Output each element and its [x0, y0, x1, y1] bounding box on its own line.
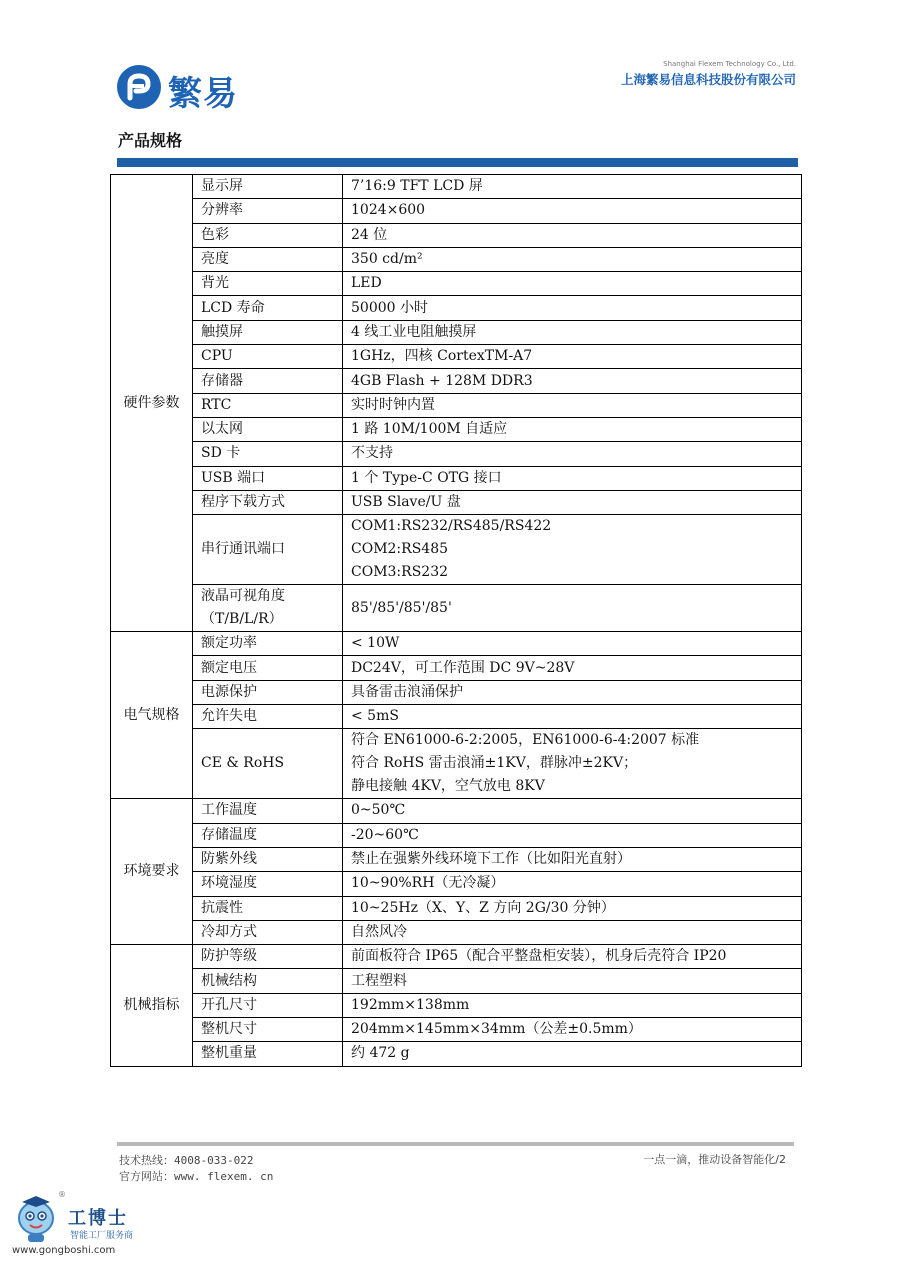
row-value: 1 路 10M/100M 自适应 [343, 417, 802, 441]
row-value-multiline [343, 515, 802, 585]
row-value: 10~90%RH（无冷凝） [343, 872, 802, 896]
row-value: USB Slave/U 盘 [343, 490, 802, 514]
row-label: 额定功率 [193, 632, 343, 656]
row-label: 整机重量 [193, 1042, 343, 1066]
table-row [111, 993, 802, 1017]
row-value: 工程塑料 [343, 969, 802, 993]
table-row [111, 345, 802, 369]
table-row [111, 656, 802, 680]
row-value: -20~60℃ [343, 823, 802, 847]
row-label: SD 卡 [193, 442, 343, 466]
value-line: 静电接触 4KV，空气放电 8KV [351, 778, 545, 795]
row-value: 前面板符合 IP65（配合平整盘柜安装），机身后壳符合 IP20 [343, 945, 802, 969]
table-row [111, 320, 802, 344]
table-row [111, 466, 802, 490]
row-label: 触摸屏 [193, 320, 343, 344]
flexem-logo [116, 64, 246, 112]
footer-slogan: 一点一滴，推动设备智能化/2 [643, 1153, 786, 1166]
table-row [111, 920, 802, 944]
row-label: 机械结构 [193, 969, 343, 993]
spec-table [110, 174, 802, 1067]
row-label: 背光 [193, 272, 343, 296]
row-value: 1 个 Type-C OTG 接口 [343, 466, 802, 490]
label-line: 液晶可视角度 [201, 588, 285, 605]
row-value: < 5mS [343, 705, 802, 729]
page-header [0, 0, 900, 120]
row-label: 防紫外线 [193, 847, 343, 871]
row-value: 禁止在强紫外线环境下工作（比如阳光直射） [343, 847, 802, 871]
row-label: 额定电压 [193, 656, 343, 680]
logo-text: 繁易 [168, 74, 238, 114]
row-label: LCD 寿命 [193, 296, 343, 320]
row-value: 1024×600 [343, 199, 802, 223]
row-label: USB 端口 [193, 466, 343, 490]
value-line: COM1:RS232/RS485/RS422 [351, 518, 552, 535]
row-value: 4 线工业电阻触摸屏 [343, 320, 802, 344]
watermark-brand: 工博士 [68, 1208, 128, 1229]
row-label: 程序下载方式 [193, 490, 343, 514]
row-value: DC24V，可工作范围 DC 9V~28V [343, 656, 802, 680]
table-row [111, 632, 802, 656]
row-label: 整机尺寸 [193, 1018, 343, 1042]
category-hardware: 硬件参数 [111, 175, 193, 632]
row-value: 约 472 g [343, 1042, 802, 1066]
row-label: 工作温度 [193, 799, 343, 823]
table-row [111, 442, 802, 466]
table-row [111, 799, 802, 823]
flexem-logo-icon [116, 64, 162, 110]
table-row [111, 417, 802, 441]
watermark-subtitle: 智能工厂服务商 [70, 1231, 134, 1241]
label-line: （T/B/L/R） [201, 611, 283, 628]
row-label-multiline [193, 585, 343, 632]
registered-mark: ® [58, 1190, 66, 1199]
table-row [111, 247, 802, 271]
table-row [111, 823, 802, 847]
table-row [111, 729, 802, 799]
row-value: LED [343, 272, 802, 296]
row-label: RTC [193, 393, 343, 417]
table-row [111, 296, 802, 320]
row-value: 85'/85'/85'/85' [343, 585, 802, 632]
value-line: COM2:RS485 [351, 541, 449, 558]
row-label: 冷却方式 [193, 920, 343, 944]
row-value: 不支持 [343, 442, 802, 466]
value-line: 符合 RoHS 雷击浪涌±1KV，群脉冲±2KV； [351, 755, 638, 772]
row-label: 色彩 [193, 223, 343, 247]
row-label: 允许失电 [193, 705, 343, 729]
table-row [111, 896, 802, 920]
row-value: 350 cd/m² [343, 247, 802, 271]
company-name-cn: 上海繁易信息科技股份有限公司 [620, 72, 796, 87]
table-row [111, 872, 802, 896]
table-row [111, 223, 802, 247]
row-label: 存储器 [193, 369, 343, 393]
row-label: 亮度 [193, 247, 343, 271]
category-electrical: 电气规格 [111, 632, 193, 799]
mascot-icon [12, 1194, 64, 1246]
row-value: 0~50℃ [343, 799, 802, 823]
footer-website: 官方网站：www. flexem. cn [119, 1170, 274, 1183]
footer-hotline: 技术热线：4008-033-022 [119, 1154, 254, 1167]
category-mechanical: 机械指标 [111, 945, 193, 1066]
table-row [111, 847, 802, 871]
title-divider [117, 158, 798, 167]
table-row [111, 585, 802, 632]
table-row [111, 1042, 802, 1066]
row-value: 自然风冷 [343, 920, 802, 944]
row-label: 环境湿度 [193, 872, 343, 896]
row-value: 10~25Hz（X、Y、Z 方向 2G/30 分钟） [343, 896, 802, 920]
row-value: 1GHz，四核 CortexTM-A7 [343, 345, 802, 369]
row-label: CPU [193, 345, 343, 369]
footer-contact [119, 1153, 273, 1185]
row-label: 防护等级 [193, 945, 343, 969]
row-value: 具备雷击浪涌保护 [343, 680, 802, 704]
value-line: COM3:RS232 [351, 564, 449, 581]
row-label: 电源保护 [193, 680, 343, 704]
watermark [8, 1190, 158, 1262]
table-row [111, 969, 802, 993]
value-line: 符合 EN61000-6-2:2005，EN61000-6-4:2007 标准 [351, 732, 700, 749]
row-label: 存储温度 [193, 823, 343, 847]
table-row [111, 490, 802, 514]
company-name-en: Shanghai Flexem Technology Co., Ltd. [663, 60, 796, 68]
category-environment: 环境要求 [111, 799, 193, 945]
row-value: 实时时钟内置 [343, 393, 802, 417]
row-value: 192mm×138mm [343, 993, 802, 1017]
table-row [111, 945, 802, 969]
row-value: 4GB Flash + 128M DDR3 [343, 369, 802, 393]
row-label: 串行通讯端口 [193, 515, 343, 585]
row-label: 开孔尺寸 [193, 993, 343, 1017]
table-row [111, 369, 802, 393]
table-row [111, 515, 802, 585]
table-row [111, 272, 802, 296]
table-row [111, 175, 802, 199]
row-label: CE & RoHS [193, 729, 343, 799]
row-label: 显示屏 [193, 175, 343, 199]
row-value-multiline [343, 729, 802, 799]
table-row [111, 199, 802, 223]
table-row [111, 705, 802, 729]
row-value: 24 位 [343, 223, 802, 247]
row-value: 204mm×145mm×34mm（公差±0.5mm） [343, 1018, 802, 1042]
footer-divider [117, 1142, 794, 1146]
row-value: < 10W [343, 632, 802, 656]
table-row [111, 1018, 802, 1042]
table-row [111, 680, 802, 704]
row-label: 以太网 [193, 417, 343, 441]
row-value: 50000 小时 [343, 296, 802, 320]
row-label: 分辨率 [193, 199, 343, 223]
row-value: 7’16:9 TFT LCD 屏 [343, 175, 802, 199]
watermark-url: www.gongboshi.com [12, 1245, 116, 1256]
section-title: 产品规格 [118, 131, 183, 150]
row-label: 抗震性 [193, 896, 343, 920]
table-row [111, 393, 802, 417]
